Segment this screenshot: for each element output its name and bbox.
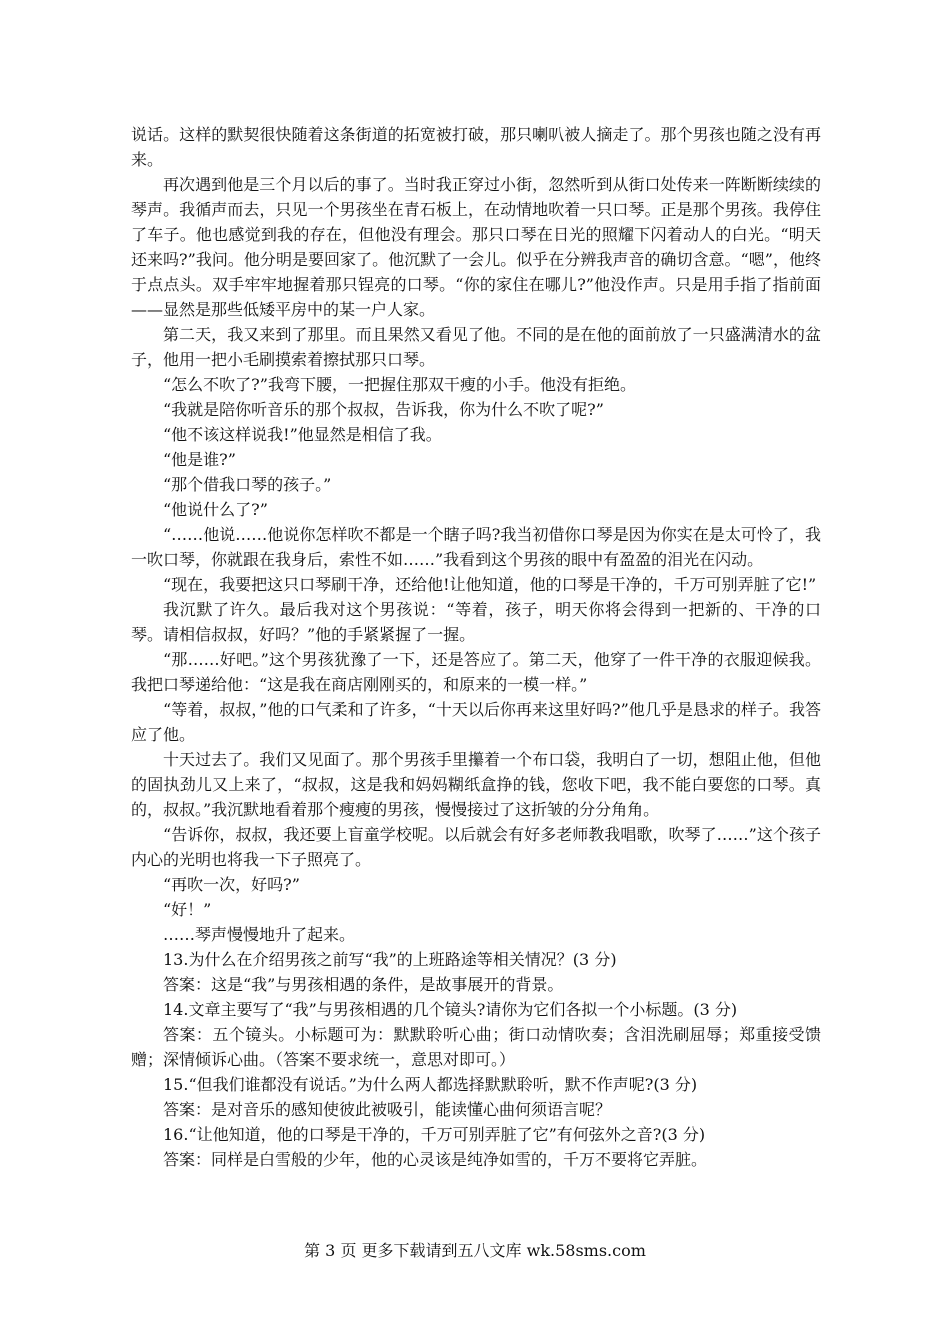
paragraph: “……他说……他说你怎样吹不都是一个瞎子吗?我当初借你口琴是因为你实在是太可怜了，我一吹口琴，你就跟在我身后，索性不如……”我看到这个男孩的眼中有盈盈的泪光在闪动。 <box>131 525 821 569</box>
paragraph: “他是谁?” <box>163 450 236 469</box>
paragraph: “等着，叔叔，”他的口气柔和了许多，“十天以后你再来这里好吗?”他几乎是恳求的样子。我答应了他。 <box>131 700 821 744</box>
paragraph: ……琴声慢慢地升了起来。 <box>163 925 356 944</box>
document-body <box>131 122 821 1172</box>
paragraph: “告诉你，叔叔，我还要上盲童学校呢。以后就会有好多老师教我唱歌，吹琴了……”这个孩子内心的光明也将我一下子照亮了。 <box>131 825 821 869</box>
paragraph: 13.为什么在介绍男孩之前写“我”的上班路途等相关情况？(3 分) <box>163 950 617 969</box>
paragraph: 第二天，我又来到了那里。而且果然又看见了他。不同的是在他的面前放了一只盛满清水的盆子，他用一把小毛刷摸索着擦拭那只口琴。 <box>131 325 821 369</box>
paragraph: 答案：是对音乐的感知使彼此被吸引，能读懂心曲何须语言呢？ <box>163 1100 612 1119</box>
page-footer: 第 3 页 更多下载请到五八文库 wk.58sms.com <box>304 1241 646 1260</box>
paragraph: 答案：这是“我”与男孩相遇的条件，是故事展开的背景。 <box>163 975 564 994</box>
paragraph: 14.文章主要写了“我”与男孩相遇的几个镜头?请你为它们各拟一个小标题。(3 分) <box>163 1000 738 1019</box>
paragraph: “那个借我口琴的孩子。” <box>163 475 332 494</box>
paragraph: 16.“让他知道，他的口琴是干净的，千万可别弄脏了它”有何弦外之音?(3 分) <box>163 1125 706 1144</box>
paragraph: “那……好吧。”这个男孩犹豫了一下，还是答应了。第二天，他穿了一件干净的衣服迎候我。我把口琴递给他：“这是我在商店刚刚买的，和原来的一模一样。” <box>131 650 821 694</box>
paragraph: “他不该这样说我!”他显然是相信了我。 <box>163 425 442 444</box>
paragraph: 说话。这样的默契很快随着这条街道的拓宽被打破，那只喇叭被人摘走了。那个男孩也随之没有再来。 <box>131 125 821 169</box>
paragraph: 15.“但我们谁都没有说话。”为什么两人都选择默默聆听，默不作声呢?(3 分) <box>163 1075 698 1094</box>
paragraph: “怎么不吹了?”我弯下腰，一把握住那双干瘦的小手。他没有拒绝。 <box>163 375 636 394</box>
paragraph: “好！” <box>163 900 212 919</box>
paragraph: 我沉默了许久。最后我对这个男孩说：“等着，孩子，明天你将会得到一把新的、干净的口琴。请相信叔叔，好吗？”他的手紧紧握了一握。 <box>131 600 821 644</box>
paragraph: 答案：五个镜头。小标题可为：默默聆听心曲；街口动情吹奏；含泪洗刷屈辱；郑重接受馈赠；深情倾诉心曲。（答案不要求统一，意思对即可。） <box>131 1025 821 1069</box>
paragraph: “现在，我要把这只口琴刷干净，还给他!让他知道，他的口琴是干净的，千万可别弄脏了它!” <box>163 575 817 594</box>
paragraph: 再次遇到他是三个月以后的事了。当时我正穿过小街，忽然听到从街口处传来一阵断断续续的琴声。我循声而去，只见一个男孩坐在青石板上，在动情地吹着一只口琴。正是那个男孩。我停住了车子。他也感觉到我的存在，但他没有理会。那只口琴在日光的照耀下闪着动人的白光。“明天还来吗?”我问。他分明是要回家了。他沉默了一会儿。似乎在分辨我声音的确切含意。“嗯”，他终于点点头。双手牢牢地握着那只锃亮的口琴。“你的家住在哪儿?”他没作声。只是用手指了指前面——显然是那些低矮平房中的某一户人家。 <box>131 175 821 319</box>
paragraph: “我就是陪你听音乐的那个叔叔，告诉我，你为什么不吹了呢?” <box>163 400 604 419</box>
paragraph: 十天过去了。我们又见面了。那个男孩手里攥着一个布口袋，我明白了一切，想阻止他，但他的固执劲儿又上来了，“叔叔，这是我和妈妈糊纸盒挣的钱，您收下吧，我不能白要您的口琴。真的，叔叔。”我沉默地看着那个瘦瘦的男孩，慢慢接过了这折皱的分分角角。 <box>131 750 821 819</box>
paragraph: “他说什么了?” <box>163 500 268 519</box>
paragraph: “再吹一次，好吗?” <box>163 875 300 894</box>
paragraph: 答案：同样是白雪般的少年，他的心灵该是纯净如雪的，千万不要将它弄脏。 <box>163 1150 708 1169</box>
